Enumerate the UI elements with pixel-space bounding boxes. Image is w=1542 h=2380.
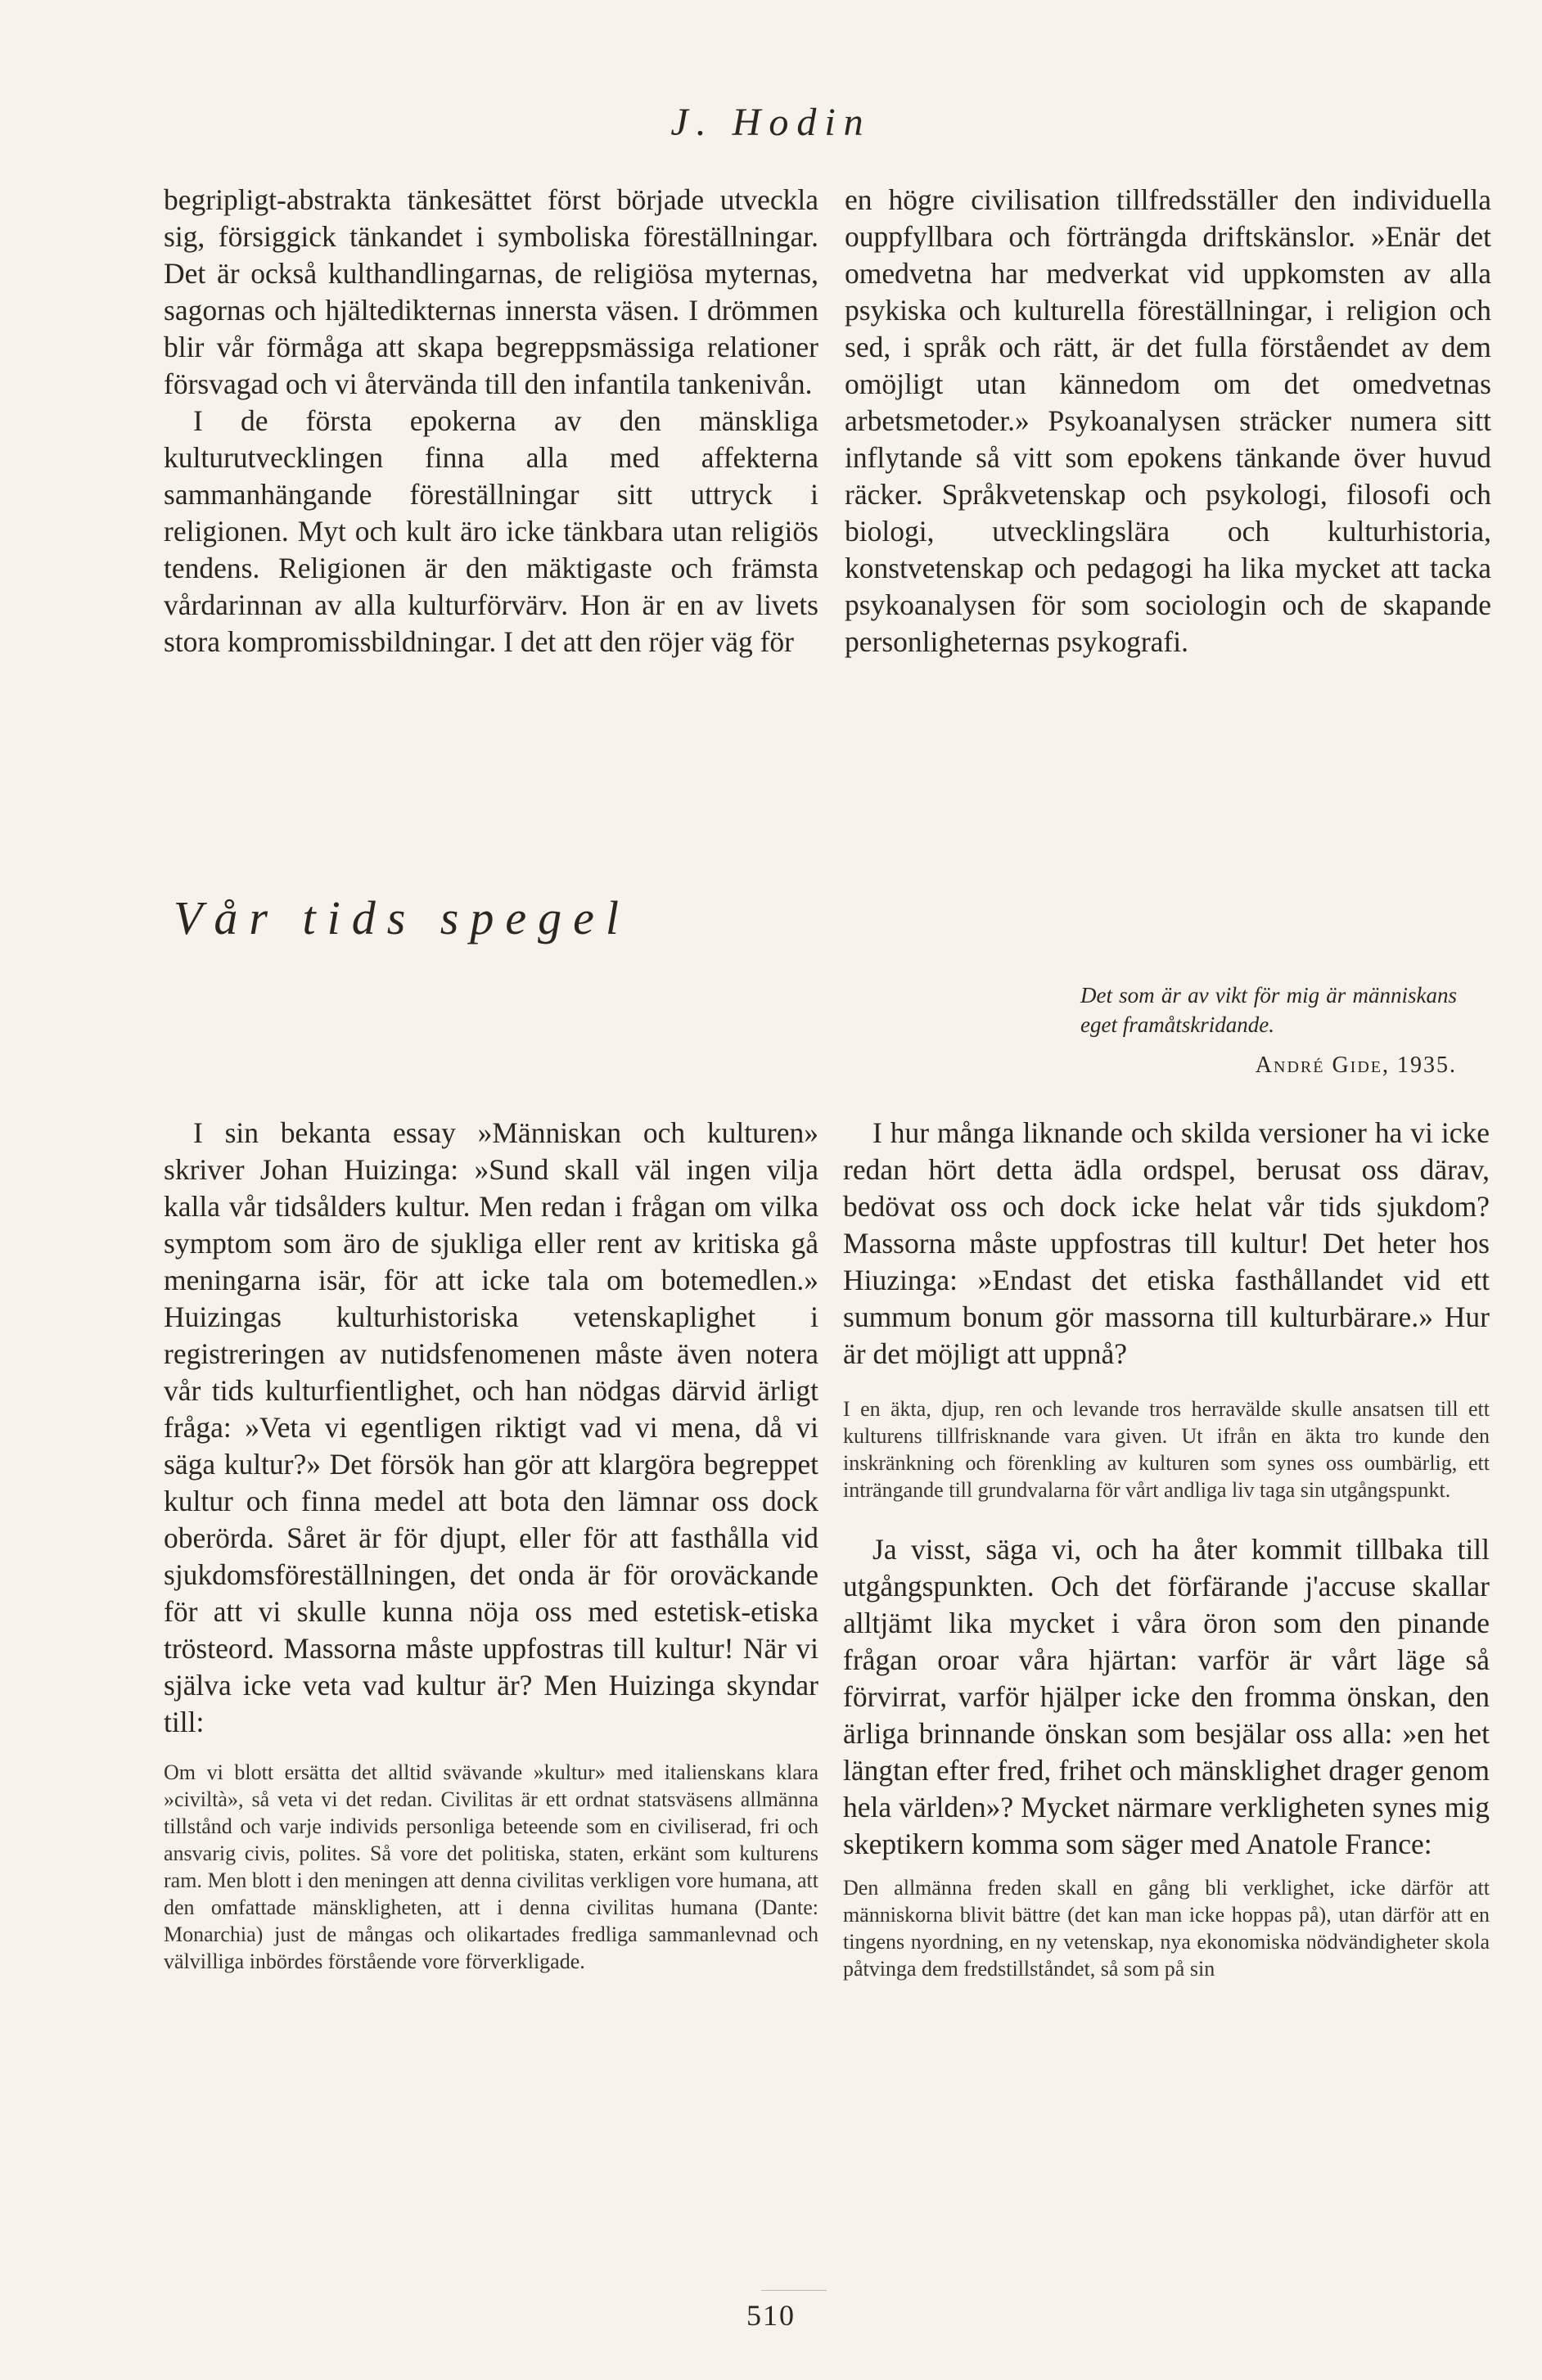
block-quote: I en äkta, djup, ren och levande tros herravälde skulle ansatsen till ett kulturens tillfrisknande vara given. Ut ifrån en äkta tro kunde den inskränkning och förenkling av kulturen som synes oss oumbärlig, ett inträngande till grundvalarna för vårt andliga liv taga sin utgångspunkt. [843,1397,1490,1502]
top-left-column [164,182,818,660]
block-quote: Om vi blott ersätta det alltid svävande »kultur» med italienskans klara »civiltà», så veta vi det redan. Civilitas är ett ordnat statsväsens allmänna tillstånd och varje individs personliga beteende som en civiliserad, fri och ansvarig civis, polites. Så vore det politiska, staten, erkänt som kulturens ram. Men blott i den meningen att denna civilitas verkligen vore humana, att den omfattade mänskligheten, att i denna civilitas humana (Dante: Monarchia) just de mångas och olikartades fredliga sammanlevnad och välvilliga inbördes förstående vore förverkligade. [164,1760,818,1973]
epigraph-quote: Det som är av vikt för mig är människans eget framåtskridande. [1080,983,1457,1037]
page-number: 510 [746,2299,796,2332]
block-quote: Den allmänna freden skall en gång bli verklighet, icke därför att människorna blivit bättre (det kan man icke hoppas på), utan därför att en tingens nyordning, en ny vetenskap, nya ekonomiska nödvändigheter skola påtvinga dem fredstillståndet, så som på sin [843,1876,1490,1981]
running-header-author: J. Hodin [670,101,872,144]
body-paragraph: I sin bekanta essay »Människan och kulturen» skriver Johan Huizinga: »Sund skall väl ingen vilja kalla vår tidsålders kultur. Men redan i frågan om vilka symptom som äro de sjukliga eller rent av kritiska gå meningarna isär, för att icke tala om botemedlen.» Huizingas kulturhistoriska vetenskaplighet i registreringen av nutidsfenomenen måste även notera vår tids kulturfientlighet, och han nödgas därvid ärligt fråga: »Veta vi egentligen riktigt vad vi mena, då vi säga kultur?» Det försök han gör att klargöra begreppet kultur och finna medel att bota den lämnar oss dock oberörda. Såret är för djupt, eller för att fasthålla vid sjukdomsföreställningen, det onda är för oroväckande för att vi skulle kunna nöja oss med estetisk-etiska trösteord. Massorna måste uppfostras till kultur! När vi själva icke veta vad kultur är? Men Huizinga skyndar till: [164,1116,818,1738]
body-paragraph: begripligt-abstrakta tänkesättet först började utveckla sig, försiggick tänkandet i symboliska föreställningar. Det är också kulthandlingarnas, de religiösa myternas, sagornas och hjältedikternas innersta väsen. I drömmen blir vår förmåga att skapa begreppsmässiga relationer försvagad och vi återvända till den infantila tankenivån. [164,183,818,400]
body-paragraph: I de första epokerna av den mänskliga kulturutvecklingen finna alla med affekterna sammanhängande föreställningar sitt uttryck i religionen. Myt och kult äro icke tänkbara utan religiös tendens. Religionen är den mäktigaste och främsta vårdarinnan av alla kulturförvärv. Hon är en av livets stora kompromissbildningar. I det att den röjer väg för [164,404,818,658]
section-title: Vår tids spegel [174,891,630,944]
top-right-column [845,182,1491,660]
body-paragraph: Ja visst, säga vi, och ha åter kommit tillbaka till utgångspunkten. Och det förfärande j'accuse skallar alltjämt lika mycket i våra öron som den pinande frågan oroar våra hjärtan: varför är vårt läge så förvirrat, varför hjälper icke den fromma önskan, den ärliga brinnande önskan som besjälar oss alla: »en het längtan efter fred, frihet och mänsklighet drager genom hela världen»? Mycket närmare verkligheten synes mig skeptikern komma som säger med Anatole France: [843,1533,1490,1860]
bottom-left-column [164,1115,818,1993]
body-paragraph: I hur många liknande och skilda versioner ha vi icke redan hört detta ädla ordspel, berusat oss därav, bedövat oss och dock icke helat vår tids sjukdom? Massorna måste uppfostras till kultur! Det heter hos Hiuzinga: »Endast det etiska fasthållandet vid ett summum bonum gör massorna till kulturbärare.» Hur är det möjligt att uppnå? [843,1116,1490,1370]
bottom-right-column [843,1115,1490,2000]
page-number-rule [761,2290,827,2291]
body-paragraph: en högre civilisation tillfredsställer den individuella ouppfyllbara och förträngda driftskänslor. »Enär det omedvetna har medverkat vid uppkomsten av alla psykiska och kulturella föreställningar, i religion och sed, i språk och rätt, är det fulla förståendet av dem omöjligt utan kännedom om det omedvetnas arbetsmetoder.» Psykoanalysen sträcker numera sitt inflytande så vitt som epokens tänkande över huvud räcker. Språkvetenskap och psykologi, filosofi och biologi, utvecklingslära och kulturhistoria, konstvetenskap och pedagogi ha lika mycket att tacka psykoanalysen för som sociologin och de skapande personligheternas psykografi. [845,183,1491,658]
epigraph-author: André Gide, 1935. [1255,1053,1457,1078]
